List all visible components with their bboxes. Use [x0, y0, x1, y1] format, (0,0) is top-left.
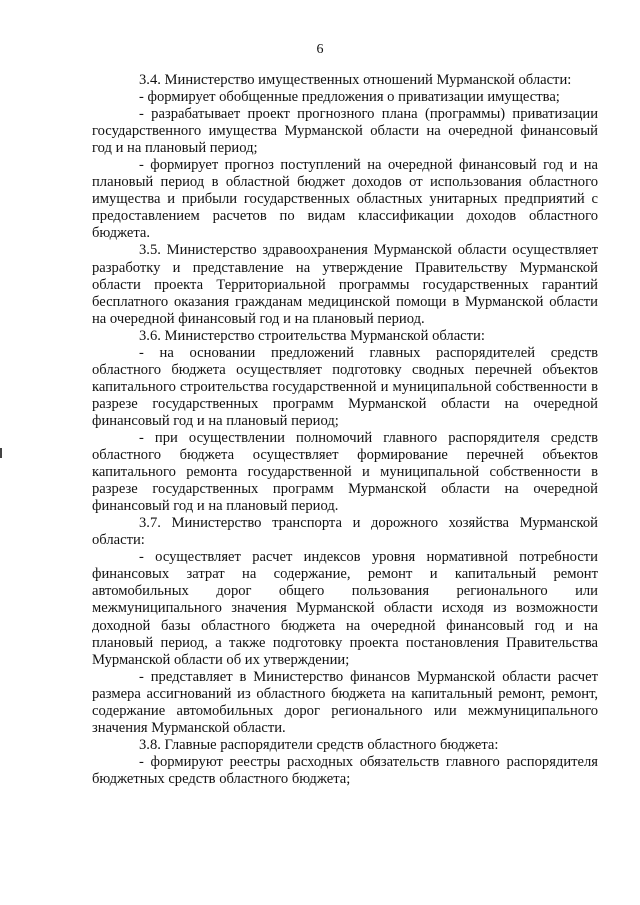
paragraph-3-8-heading: 3.8. Главные распорядители средств областного бюджета: — [139, 736, 499, 753]
paragraph-3-4-item-1: - формирует обобщенные предложения о приватизации имущества; — [139, 89, 560, 106]
paragraph-3-8-item-1: - формируют реестры расходных обязательств главного распорядителя бюджетных средств областного бюджета; — [92, 753, 598, 787]
paragraph-3-6-item-1: - на основании предложений главных распорядителей средств областного бюджета осуществляет подготовку сводных перечней объектов капитального строительства государственной и муниципальной собственности в разрезе государственных программ Мурманской области на очередной финансовый год и на плановый период; — [92, 344, 598, 429]
paragraph-3-6-heading: 3.6. Министерство строительства Мурманской области: — [139, 327, 485, 344]
scan-margin-mark — [0, 448, 2, 458]
paragraph-3-6-item-2: - при осуществлении полномочий главного распорядителя средств областного бюджета осуществляет формирование перечней объектов капитального ремонта государственной и муниципальной собственности в разрезе государственных программ Мурманской области на очередной финансовый год и на плановый период. — [92, 429, 598, 515]
paragraph-3-4-heading: 3.4. Министерство имущественных отношений Мурманской области: — [139, 72, 572, 88]
page-number: 6 — [316, 42, 324, 57]
paragraph-3-7-item-1: - осуществляет расчет индексов уровня нормативной потребности финансовых затрат на содержание, ремонт и капитальный ремонт автомобильных дорог общего пользования регионального или межмуниципального значения Мурманской области исходя из возможности доходной базы областного бюджета на очередной финансовый год и на плановый период, а также подготовку проекта постановления Правительства Мурманской области об их утверждении; — [92, 549, 598, 668]
document-body — [92, 72, 598, 788]
paragraph-3-7-heading: 3.7. Министерство транспорта и дорожного хозяйства Мурманской области: — [92, 515, 598, 549]
paragraph-3-5: 3.5. Министерство здравоохранения Мурманской области осуществляет разработку и представление на утверждение Правительству Мурманской области проекта Территориальной программы государственных гарантий бесплатного оказания гражданам медицинской помощи в Мурманской области на очередной финансовый год и на плановый период. — [92, 242, 598, 327]
paragraph-3-4-item-2: - разрабатывает проект прогнозного плана (программы) приватизации государственного имущества Мурманской области на очередной финансовый год и на плановый период; — [92, 106, 598, 157]
paragraph-3-4-item-3: - формирует прогноз поступлений на очередной финансовый год и на плановый период в областной бюджет доходов от использования областного имущества и прибыли государственных областных унитарных предприятий с предоставлением расчетов по видам классификации доходов областного бюджета. — [92, 157, 598, 242]
paragraph-3-7-item-2: - представляет в Министерство финансов Мурманской области расчет размера ассигнований из областного бюджета на капитальный ремонт, ремонт, содержание автомобильных дорог регионального или межмуниципального значения Мурманской области. — [92, 668, 598, 736]
